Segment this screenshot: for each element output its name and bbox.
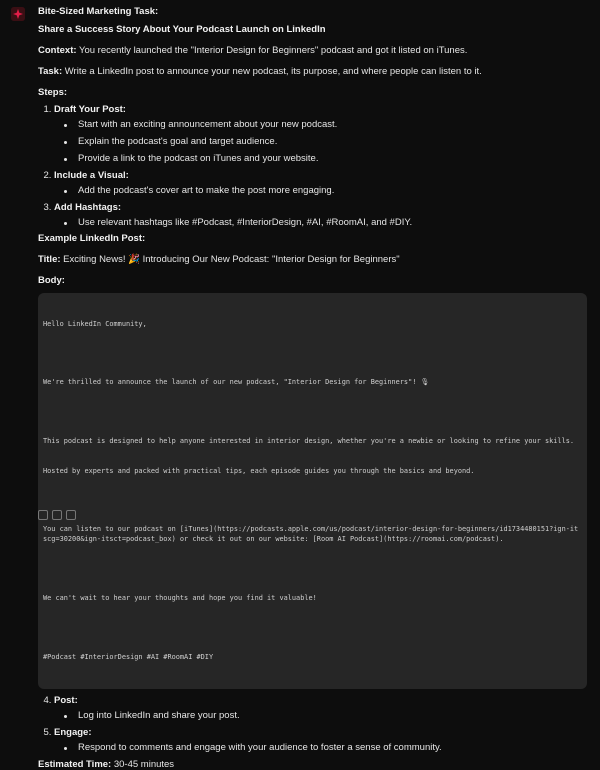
step-item: 2. Include a Visual: Add the podcast's cover art to make the post more engaging.	[54, 170, 590, 197]
code-line: This podcast is designed to help anyone interested in interior design, whether you're a newbie or looking to refine your skills.	[43, 437, 575, 446]
task-label: Task:	[38, 65, 63, 77]
step-title: Add Hashtags	[54, 201, 118, 213]
context-text: You recently launched the "Interior Design for Beginners" podcast and got it listed on iTunes.	[76, 44, 468, 56]
code-line	[43, 408, 581, 418]
step-sublist	[54, 119, 590, 165]
code-line	[43, 349, 581, 359]
code-line	[43, 565, 581, 575]
message-content	[38, 6, 590, 770]
logo-icon	[11, 7, 25, 21]
step-item: 4. Post: Log into LinkedIn and share your post.	[54, 695, 590, 722]
estimated-time-value: 30-45 minutes	[111, 758, 175, 770]
steps-list-continued	[38, 695, 590, 754]
estimated-time	[38, 759, 590, 770]
steps-list	[38, 104, 590, 228]
step-title: Include a Visual	[54, 169, 126, 181]
step-item: 3. Add Hashtags: Use relevant hashtags like #Podcast, #InteriorDesign, #AI, #RoomAI, and #DIY.	[54, 202, 590, 229]
step-item: 1. Draft Your Post: Start with an exciting announcement about your new podcast. Explain the podcast's goal and target audience. Provide a link to the podcast on iTunes and your website.	[54, 104, 590, 165]
step-sublist	[54, 217, 590, 229]
list-item: Respond to comments and engage with your audience to foster a sense of community.	[74, 742, 590, 754]
example-heading: Example LinkedIn Post:	[38, 233, 146, 245]
code-block[interactable]	[38, 293, 587, 689]
post-title-paragraph	[38, 254, 590, 266]
list-item: Provide a link to the podcast on iTunes and your website.	[74, 153, 590, 165]
list-item: Start with an exciting announcement about your new podcast.	[74, 119, 590, 131]
post-title-text: Exciting News! 🎉 Introducing Our New Podcast: "Interior Design for Beginners"	[60, 254, 400, 266]
code-line	[43, 623, 581, 633]
list-item: Use relevant hashtags like #Podcast, #InteriorDesign, #AI, #RoomAI, and #DIY.	[74, 217, 590, 229]
step-sublist	[54, 185, 590, 197]
step-title: Draft Your Post	[54, 104, 123, 116]
task-title: Bite-Sized Marketing Task:	[38, 6, 159, 17]
task-text: Write a LinkedIn post to announce your new podcast, its purpose, and where people can listen to it.	[62, 65, 482, 77]
code-line: #Podcast #InteriorDesign #AI #RoomAI #DIY	[43, 652, 214, 661]
steps-heading: Steps:	[38, 86, 68, 98]
list-item: Explain the podcast's goal and target audience.	[74, 136, 590, 148]
code-line: Hello LinkedIn Community,	[43, 319, 147, 328]
code-line: We can't wait to hear your thoughts and hope you find it valuable!	[43, 593, 317, 602]
context-paragraph	[38, 45, 590, 57]
copy-icon[interactable]	[38, 510, 48, 520]
body-label: Body:	[38, 275, 65, 287]
task-paragraph	[38, 66, 590, 78]
context-label: Context:	[38, 44, 77, 56]
list-item: Add the podcast's cover art to make the post more engaging.	[74, 185, 590, 197]
message-actions	[38, 510, 76, 520]
code-line: We're thrilled to announce the launch of our new podcast, "Interior Design for Beginners"! 🎙	[43, 378, 430, 387]
step-sublist	[54, 742, 590, 754]
step-title: Post	[54, 695, 75, 707]
assistant-avatar	[11, 7, 25, 21]
code-line: You can listen to our podcast on [iTunes](https://podcasts.apple.com/us/podcast/interior-design-for-beginners/id1734480151?ign-itscg=30200&ign-itsct=podcast_box) or check it out on our website: [Room AI Podcast](https://roomai.com/podcast).	[43, 525, 579, 544]
step-item: 5. Engage: Respond to comments and engage with your audience to foster a sense of community.	[54, 727, 590, 754]
task-subtitle: Share a Success Story About Your Podcast Launch on LinkedIn	[38, 23, 326, 35]
thumbs-down-icon[interactable]	[66, 510, 76, 520]
estimated-time-label: Estimated Time:	[38, 758, 112, 770]
code-line: Hosted by experts and packed with practical tips, each episode guides you through the basics and beyond.	[43, 466, 475, 475]
step-title: Engage	[54, 726, 89, 738]
list-item: Log into LinkedIn and share your post.	[74, 710, 590, 722]
step-sublist	[54, 710, 590, 722]
code-line	[43, 496, 581, 506]
regenerate-icon[interactable]	[52, 510, 62, 520]
post-title-label: Title:	[38, 254, 61, 266]
